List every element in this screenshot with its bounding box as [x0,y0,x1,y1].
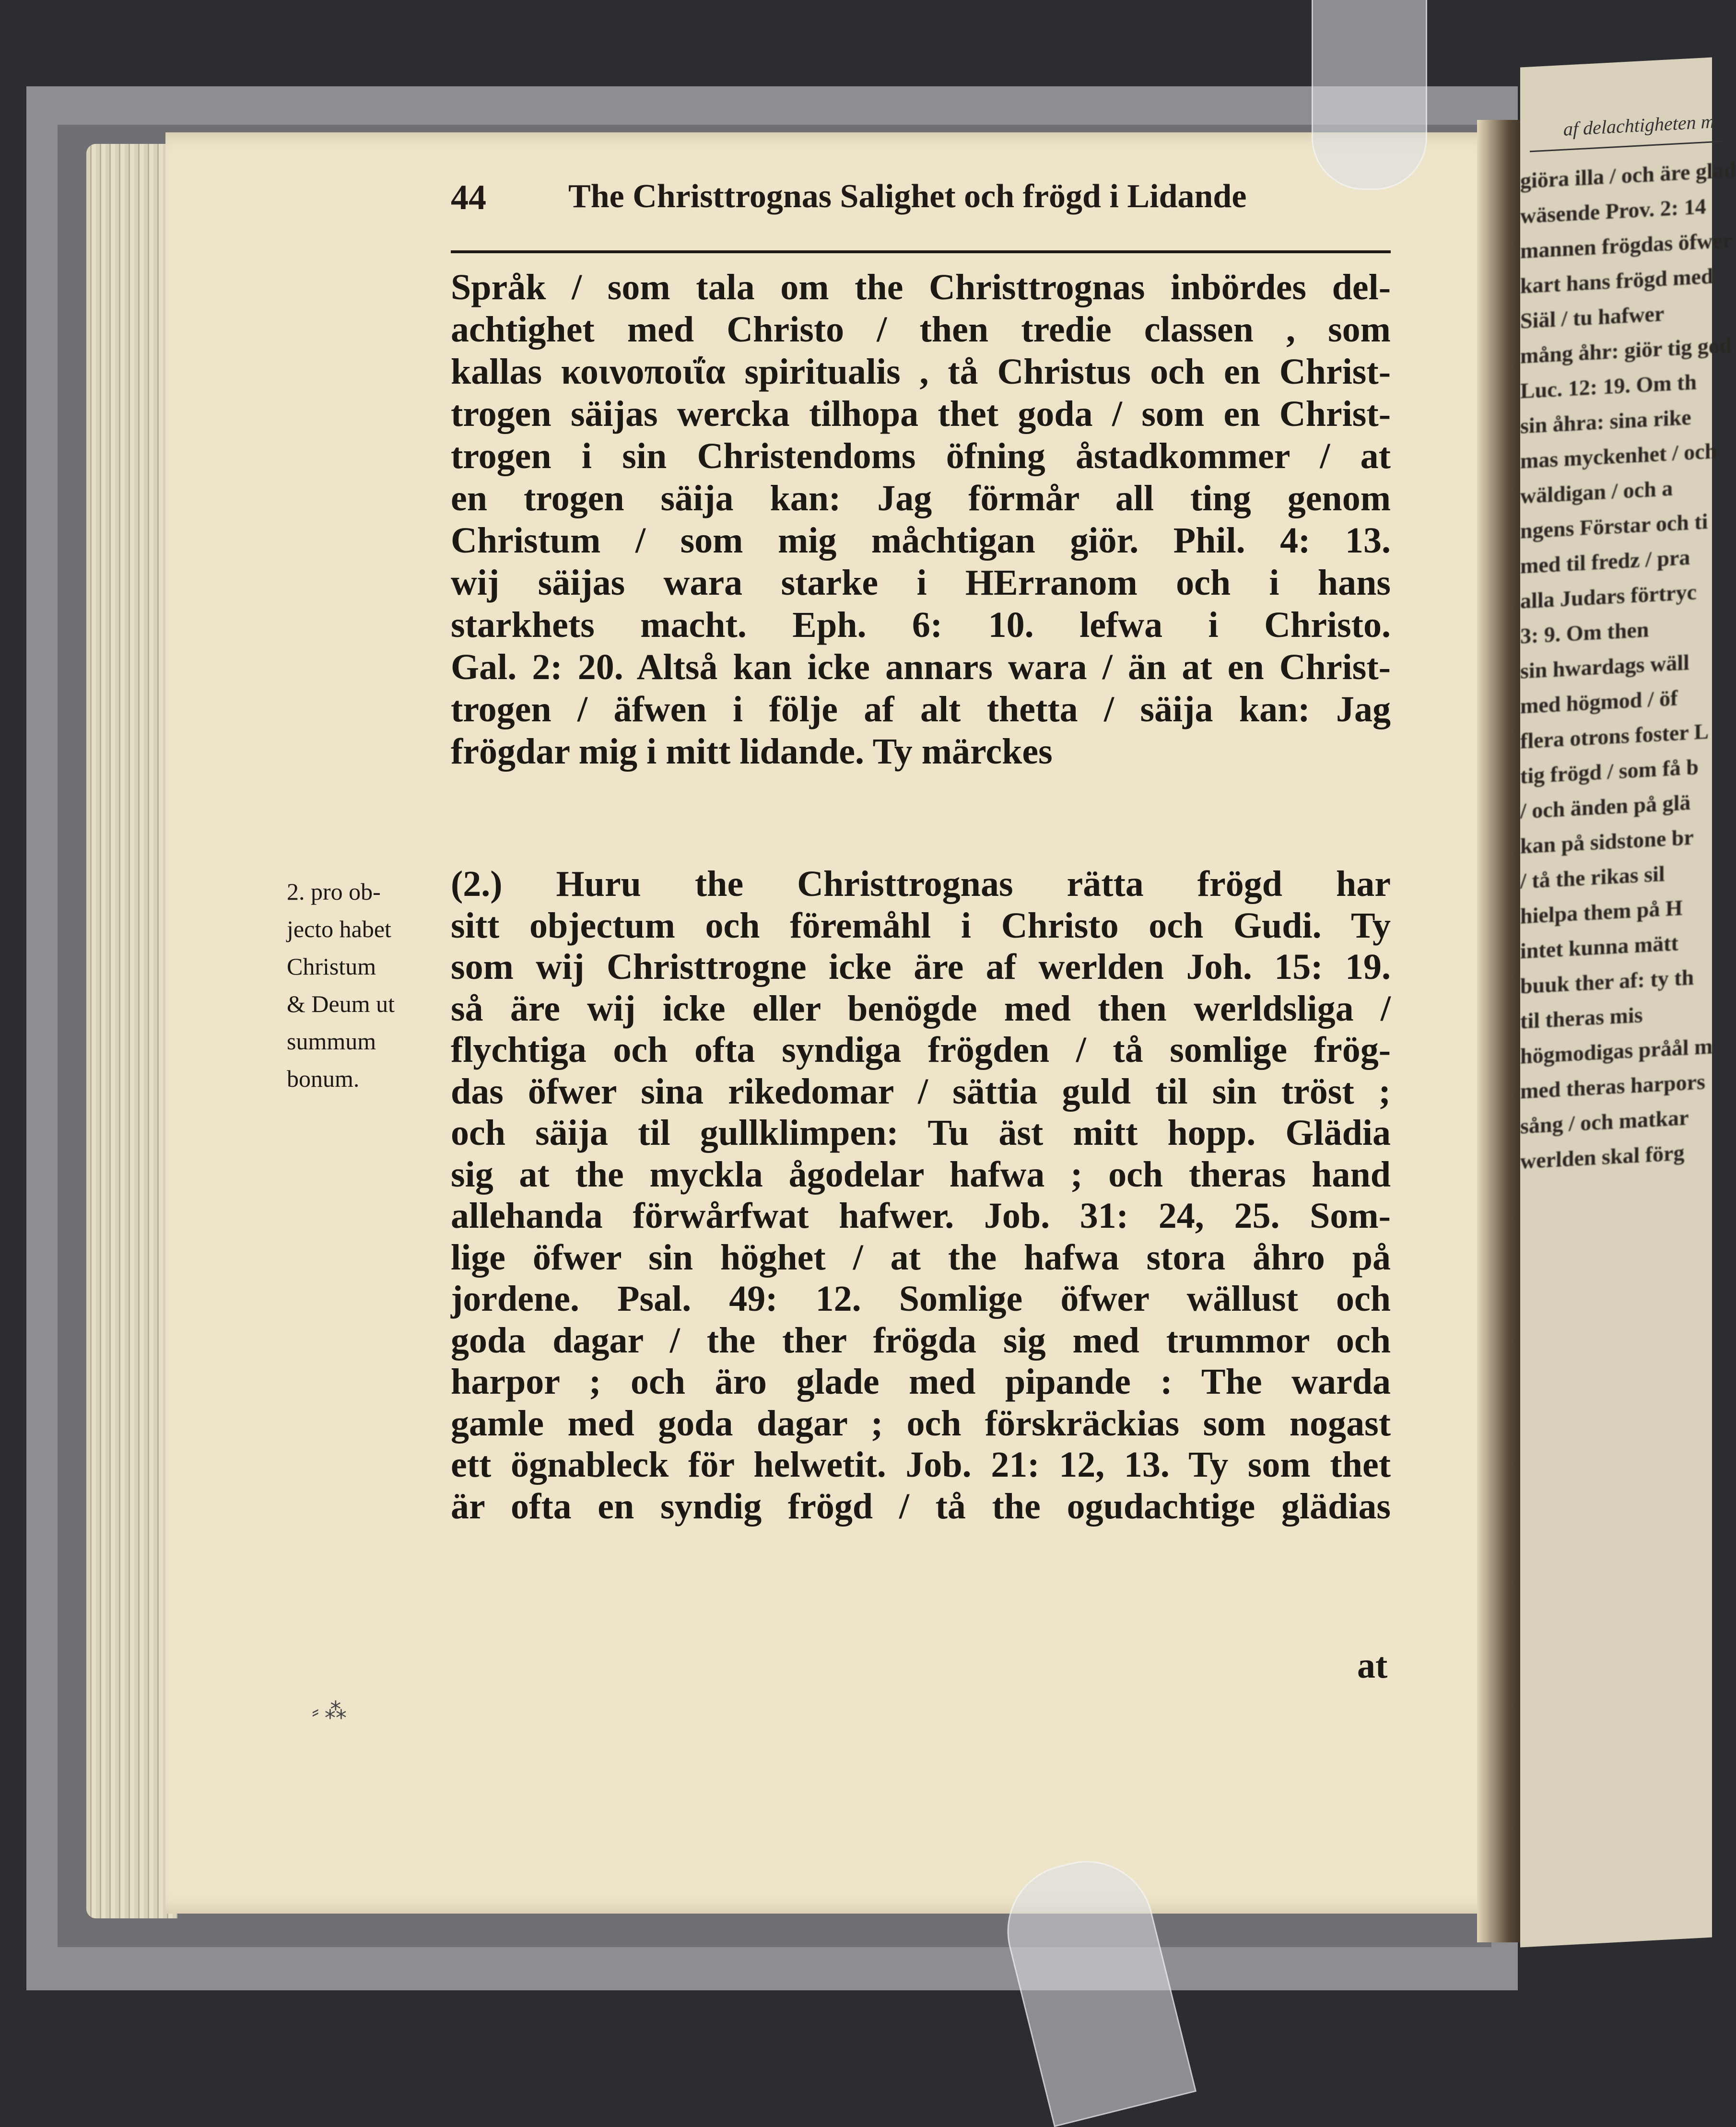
text-line: starkhets macht. Eph. 6: 10. lefwa i Christo. [451,605,1391,645]
text-line: högmodigas pråål m [1520,1034,1713,1069]
text-line: achtighet med Christo / then tredie classen , som [451,309,1391,350]
text-line: med til fredz / pra [1520,544,1690,578]
text-line: trogen / äfwen i följe af alt thetta / säija kan: Jag [451,689,1391,729]
text-line: Christum / som mig måchtigan giör. Phil. 4: 13. [451,520,1391,561]
page-header [451,173,1391,221]
text-line: giöra illa / och äre glad [1520,157,1736,193]
text-line: flychtiga och ofta syndiga frögden / tå somlige frög- [451,1030,1391,1070]
text-line: harpor ; och äro glade med pipande : The warda [451,1362,1391,1402]
text-line: och säija til gullklimpen: Tu äst mitt hopp. Glädia [451,1113,1391,1153]
text-line: med theras harpors [1520,1069,1705,1104]
text-line: Språk / som tala om the Christtrognas inbördes del- [451,267,1391,307]
text-line: goda dagar / the ther frögda sig med trummor och [451,1320,1391,1361]
text-line: 3: 9. Om then [1520,617,1649,648]
margin-note [287,873,395,1097]
text-line: 2. pro ob- [287,878,381,905]
text-line: sång / och matkar [1520,1105,1689,1139]
text-line: med högmod / öf [1520,685,1678,718]
text-line: hielpa them på H [1520,895,1683,928]
paragraph-2 [451,863,1391,1527]
text-line: sin hwardags wäll [1520,649,1689,683]
text-line: sitt objectum och föremåhl i Christo och Gudi. Ty [451,905,1391,946]
page-holder-clip-top [1312,0,1427,190]
text-line: mas myckenhet / och [1520,438,1717,473]
text-line: ett ögnableck för helwetit. Job. 21: 12, 13. Ty som thet [451,1445,1391,1485]
text-line: lige öfwer sin höghet / at the hafwa stora åhro på [451,1237,1391,1278]
ink-smudge: ⸗ ⁂ [312,1699,347,1723]
right-page-text [1520,152,1736,1179]
text-line: mång åhr: giör tig god [1520,332,1732,368]
text-line: sin åhra: sina rike [1520,404,1691,438]
text-line: frögdar mig i mitt lidande. Ty märckes [451,731,1053,772]
text-line: intet kunna mätt [1520,930,1678,964]
text-line: buuk ther af: ty th [1520,964,1694,999]
text-line: & Deum ut [287,990,395,1017]
text-line: är ofta en syndig frögd / tå the ogudachtige glädias [451,1486,1391,1527]
text-line: alla Judars förtryc [1520,579,1697,613]
text-line: / och änden på glä [1520,789,1691,823]
text-line: en trogen säija kan: Jag förmår all ting genom [451,478,1391,518]
page-edges [86,144,177,1918]
text-line: gamle med goda dagar ; och förskräckias som nogast [451,1403,1391,1444]
text-line: wij säijas wara starke i HErranom och i hans [451,563,1391,603]
paragraph-1 [451,266,1391,773]
text-line: Christum [287,953,376,980]
text-line: til theras mis [1520,1002,1643,1034]
text-line: så äre wij icke eller benögde med then werldsliga / [451,988,1391,1029]
page-number: 44 [451,178,486,217]
running-head: The Christtrognas Salighet och frögd i Lidande [568,178,1247,215]
catchword: at [1357,1645,1388,1686]
text-line: summum [287,1028,376,1055]
text-line: werlden skal förg [1520,1140,1685,1174]
text-line: (2.) Huru the Christtrognas rätta frögd har [451,864,1391,904]
text-line: / tå the rikas sil [1520,861,1665,893]
right-page-running-head: af delachtigheten m [1563,110,1715,140]
text-line: jordene. Psal. 49: 12. Somlige öfwer wällust och [451,1279,1391,1319]
text-line: bonum. [287,1065,360,1092]
text-line: som wij Christtrogne icke äre af werlden Joh. 15: 19. [451,947,1391,987]
text-line: Gal. 2: 20. Altså kan icke annars wara / än at en Christ- [451,647,1391,687]
text-line: das öfwer sina rikedomar / sättia guld til sin tröst ; [451,1071,1391,1112]
text-line: wäldigan / och a [1520,475,1673,508]
text-line: sig at the myckla ågodelar hafwa ; och theras hand [451,1154,1391,1195]
text-line: kan på sidstone br [1520,824,1694,858]
text-line: allehanda förwårfwat hafwer. Job. 31: 24, 25. Som- [451,1196,1391,1236]
text-line: trogen i sin Christendoms öfning åstadkommer / at [451,436,1391,476]
right-page-rule [1530,141,1722,152]
text-line: wäsende Prov. 2: 14 [1520,194,1706,228]
text-line: kart hans frögd med [1520,263,1713,298]
text-line: Siäl / tu hafwer [1520,301,1665,333]
text-line: jecto habet [287,916,391,942]
text-line: kallas κοινοποιΐα spiritualis , tå Christus och en Christ- [451,352,1391,392]
text-line: ngens Förstar och ti [1520,508,1708,543]
text-line: flera otrons foster L [1520,718,1709,753]
right-page [1520,58,1736,1948]
header-rule [451,250,1391,253]
text-line: trogen säijas wercka tilhopa thet goda / som en Christ- [451,394,1391,434]
text-line: mannen frögdas öfwer [1520,227,1733,263]
text-line: Luc. 12: 19. Om th [1520,369,1697,403]
text-line: tig frögd / som få b [1520,754,1699,788]
